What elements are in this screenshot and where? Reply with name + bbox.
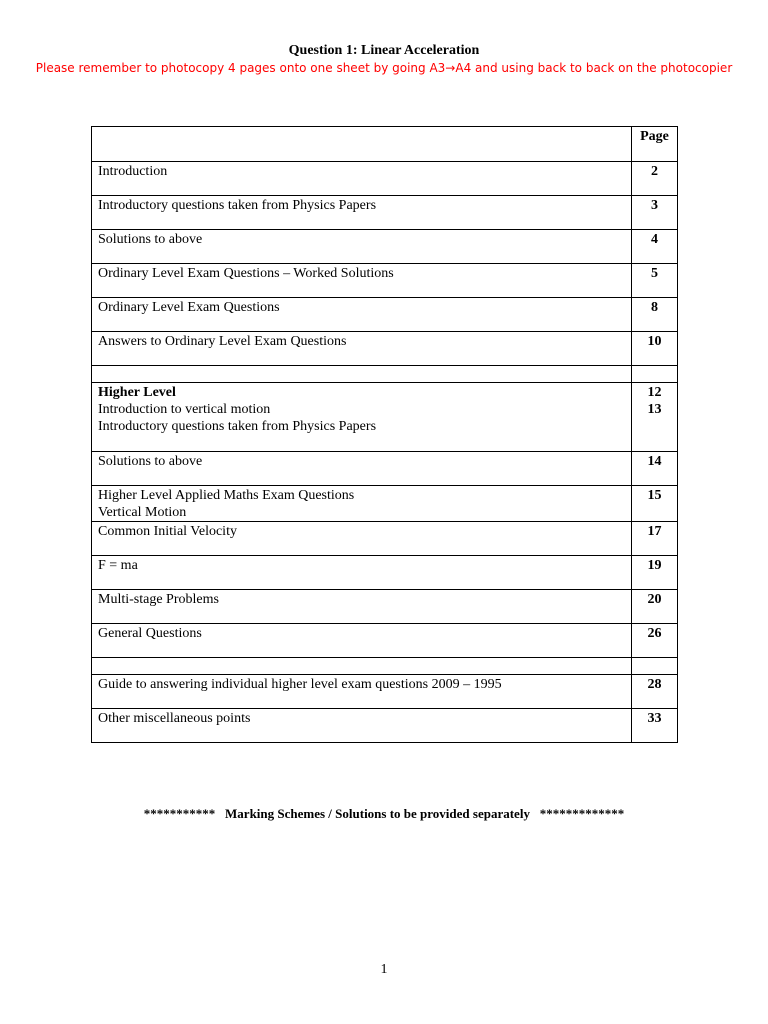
entry-title: Solutions to above (92, 452, 632, 486)
entry-title: Ordinary Level Exam Questions – Worked Solutions (92, 264, 632, 298)
entry-page (632, 658, 678, 675)
table-row (92, 452, 678, 486)
table-header-row (92, 127, 678, 162)
entry-page: 14 (632, 452, 678, 486)
entry-title: Higher Level Applied Maths Exam Questions (98, 488, 355, 503)
entry-title (92, 658, 632, 675)
table-row (92, 196, 678, 230)
entry-page: 28 (632, 675, 678, 709)
footer-stars-left: *********** (143, 806, 216, 821)
page-column-header: Page (632, 127, 678, 162)
table-row (92, 675, 678, 709)
contents-table (91, 126, 678, 743)
table-row (92, 486, 678, 522)
document-title: Question 1: Linear Acceleration (288, 43, 480, 58)
table-row-spacer (92, 366, 678, 383)
entry-page: 33 (632, 709, 678, 743)
entry-title: Other miscellaneous points (92, 709, 632, 743)
entry-title: Common Initial Velocity (92, 522, 632, 556)
photocopy-note: Please remember to photocopy 4 pages onto one sheet by going A3→A4 and using back to back on the photocopier (35, 61, 733, 75)
entry-page: 12 (647, 385, 662, 400)
entry-title: Introduction (92, 162, 632, 196)
footer-note (0, 806, 768, 822)
entry-page: 10 (632, 332, 678, 366)
entry-title: Multi-stage Problems (92, 590, 632, 624)
entry-page: 3 (632, 196, 678, 230)
table-row (92, 556, 678, 590)
higher-level-cell (92, 383, 632, 452)
footer-text: Marking Schemes / Solutions to be provided separately (225, 806, 530, 821)
entry-page: 13 (647, 402, 662, 417)
entry-subtitle: Vertical Motion (98, 505, 187, 520)
entry-page: 4 (632, 230, 678, 264)
table-row-spacer (92, 658, 678, 675)
section-heading-higher-level: Higher Level (98, 385, 176, 400)
entry-page: 17 (632, 522, 678, 556)
table-row (92, 230, 678, 264)
entry-page: 20 (632, 590, 678, 624)
entry-title: Introductory questions taken from Physics Papers (98, 419, 377, 434)
entry-page: 26 (632, 624, 678, 658)
table-row (92, 332, 678, 366)
entry-title: Guide to answering individual higher level exam questions 2009 – 1995 (92, 675, 632, 709)
entry-title: General Questions (92, 624, 632, 658)
page-number: 1 (380, 962, 388, 977)
table-row (92, 590, 678, 624)
entry-page: 2 (632, 162, 678, 196)
entry-page (632, 366, 678, 383)
entry-title: F = ma (92, 556, 632, 590)
table-row (92, 264, 678, 298)
entry-title (92, 366, 632, 383)
table-row (92, 522, 678, 556)
entry-title: Ordinary Level Exam Questions (92, 298, 632, 332)
table-row-higher-level (92, 383, 678, 452)
entry-title: Introductory questions taken from Physics Papers (92, 196, 632, 230)
entry-page: 19 (632, 556, 678, 590)
higher-level-pages-cell (632, 383, 678, 452)
table-cell-empty (92, 127, 632, 162)
entry-page: 15 (632, 486, 678, 522)
entry-title: Introduction to vertical motion (98, 402, 271, 417)
applied-maths-cell (92, 486, 632, 522)
entry-page: 8 (632, 298, 678, 332)
table-row (92, 709, 678, 743)
table-row (92, 162, 678, 196)
entry-title: Answers to Ordinary Level Exam Questions (92, 332, 632, 366)
entry-title: Solutions to above (92, 230, 632, 264)
footer-stars-right: ************* (539, 806, 625, 821)
entry-page: 5 (632, 264, 678, 298)
table-row (92, 624, 678, 658)
table-row (92, 298, 678, 332)
